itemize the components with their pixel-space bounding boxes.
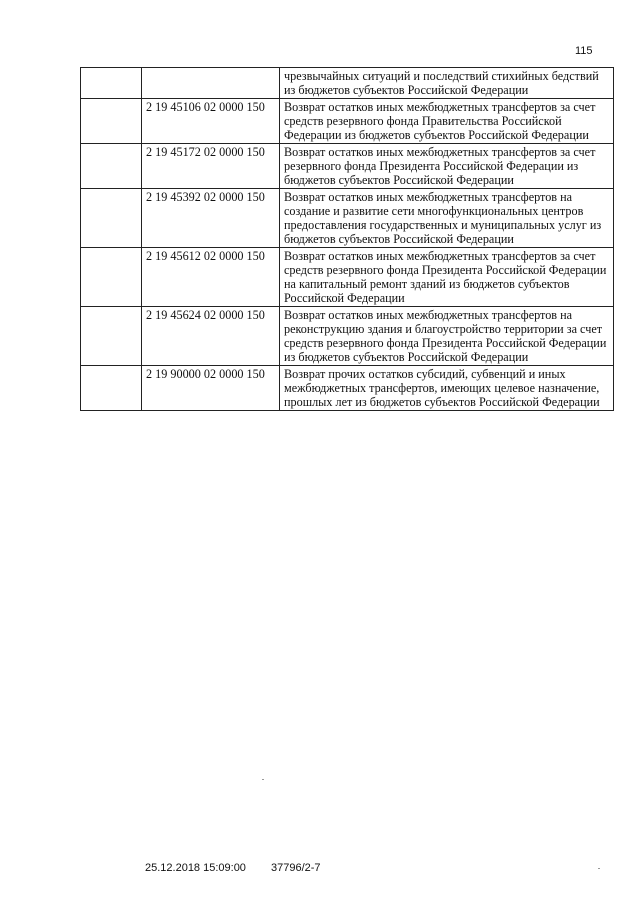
description-cell: чрезвычайных ситуаций и последствий стихийных бедствий из бюджетов субъектов Российской Федерации: [280, 68, 614, 99]
footer-datetime: 25.12.2018 15:09:00: [145, 862, 246, 874]
description-cell: Возврат остатков иных межбюджетных трансфертов за счет средств резервного фонда Президента Российской Федерации на капитальный ремонт зданий из бюджетов субъектов Российской Федерации: [280, 248, 614, 307]
budget-code-cell: 2 19 90000 02 0000 150: [142, 366, 280, 411]
description-cell: Возврат остатков иных межбюджетных трансфертов на создание и развитие сети многофункциональных центров предоставления государственных и муниципальных услуг из бюджетов субъектов Российской Федерации: [280, 189, 614, 248]
budget-code-cell: 2 19 45392 02 0000 150: [142, 189, 280, 248]
table-row: [81, 307, 614, 366]
description-cell: Возврат прочих остатков субсидий, субвенций и иных межбюджетных трансфертов, имеющих целевое назначение, прошлых лет из бюджетов субъектов Российской Федерации: [280, 366, 614, 411]
description-cell: Возврат остатков иных межбюджетных трансфертов на реконструкцию здания и благоустройство территории за счет средств резервного фонда Президента Российской Федерации из бюджетов субъектов Российской Федерации: [280, 307, 614, 366]
table-row: [81, 144, 614, 189]
scan-speck: [262, 779, 264, 780]
admin-code-cell: [81, 68, 142, 99]
budget-code-cell: [142, 68, 280, 99]
table-row: [81, 248, 614, 307]
budget-code-cell: 2 19 45624 02 0000 150: [142, 307, 280, 366]
budget-classification-table: [80, 67, 614, 411]
scan-speck: [598, 868, 600, 869]
table-row: [81, 189, 614, 248]
description-cell: Возврат остатков иных межбюджетных трансфертов за счет средств резервного фонда Правительства Российской Федерации из бюджетов субъектов Российской Федерации: [280, 99, 614, 144]
admin-code-cell: [81, 189, 142, 248]
admin-code-cell: [81, 144, 142, 189]
table-row: [81, 68, 614, 99]
admin-code-cell: [81, 99, 142, 144]
admin-code-cell: [81, 307, 142, 366]
admin-code-cell: [81, 248, 142, 307]
budget-code-cell: 2 19 45172 02 0000 150: [142, 144, 280, 189]
description-cell: Возврат остатков иных межбюджетных трансфертов за счет резервного фонда Президента Российской Федерации из бюджетов субъектов Российской Федерации: [280, 144, 614, 189]
budget-code-cell: 2 19 45612 02 0000 150: [142, 248, 280, 307]
page-number: 115: [575, 45, 593, 57]
footer-reference: 37796/2-7: [271, 862, 321, 874]
budget-code-cell: 2 19 45106 02 0000 150: [142, 99, 280, 144]
admin-code-cell: [81, 366, 142, 411]
table-row: [81, 366, 614, 411]
table-row: [81, 99, 614, 144]
